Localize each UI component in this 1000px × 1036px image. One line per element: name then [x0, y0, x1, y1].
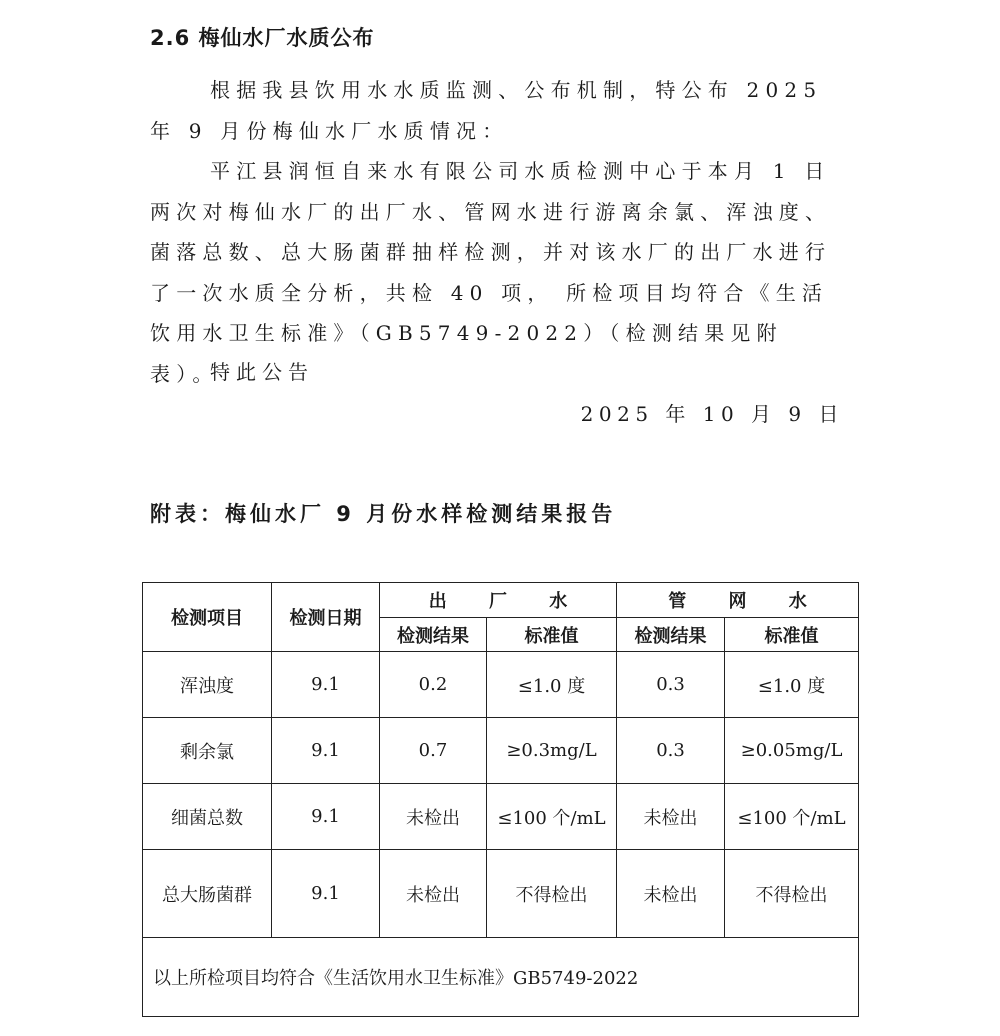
cell-date: 9.1: [272, 784, 380, 850]
table-header-row: [143, 583, 859, 618]
cell-date: 9.1: [272, 850, 380, 938]
cell-network-standard: ≤1.0 度: [725, 652, 859, 718]
cell-outlet-standard: ≤1.0 度: [487, 652, 617, 718]
cell-outlet-standard: 不得检出: [487, 850, 617, 938]
cell-network-result: 未检出: [617, 784, 725, 850]
table-row: [143, 784, 859, 850]
cell-outlet-standard: ≥0.3mg/L: [487, 718, 617, 784]
header-network-standard: 标准值: [725, 618, 859, 652]
header-outlet-standard: 标准值: [487, 618, 617, 652]
header-network-water: 管 网 水: [617, 583, 859, 618]
table-note-row: [143, 938, 859, 1017]
intro-paragraph: 根据我县饮用水水质监测、公布机制，特公布 2025 年 9 月份梅仙水厂水质情况：: [150, 78, 823, 143]
cell-network-result: 0.3: [617, 652, 725, 718]
cell-network-standard: 不得检出: [725, 850, 859, 938]
cell-network-result: 未检出: [617, 850, 725, 938]
cell-date: 9.1: [272, 718, 380, 784]
cell-item: 总大肠菌群: [143, 850, 272, 938]
table-row: [143, 850, 859, 938]
table-row: [143, 718, 859, 784]
header-date: 检测日期: [272, 583, 380, 652]
cell-outlet-result: 0.7: [380, 718, 487, 784]
header-network-result: 检测结果: [617, 618, 725, 652]
cell-item: 剩余氯: [143, 718, 272, 784]
cell-item: 细菌总数: [143, 784, 272, 850]
header-item: 检测项目: [143, 583, 272, 652]
cell-outlet-result: 未检出: [380, 784, 487, 850]
announcement-date: 2025 年 10 月 9 日: [580, 402, 844, 426]
cell-item: 浑浊度: [143, 652, 272, 718]
body-paragraph: 平江县润恒自来水有限公司水质检测中心于本月 1 日两次对梅仙水厂的出厂水、管网水进行游离余氯、浑浊度、菌落总数、总大肠菌群抽样检测，并对该水厂的出厂水进行了一次水质全分析，共检 40 项， 所检项目均符合《生活饮用水卫生标准》（GB5749-2022）（检测结果见附表）。: [150, 159, 832, 386]
cell-network-standard: ≥0.05mg/L: [725, 718, 859, 784]
cell-outlet-standard: ≤100 个/mL: [487, 784, 617, 850]
table-note: 以上所检项目均符合《生活饮用水卫生标准》GB5749-2022: [143, 938, 859, 1017]
cell-outlet-result: 0.2: [380, 652, 487, 718]
table-title: 附表：梅仙水厂 9 月份水样检测结果报告: [150, 502, 617, 526]
cell-date: 9.1: [272, 652, 380, 718]
section-title: 2.6 梅仙水厂水质公布: [150, 26, 375, 50]
cell-outlet-result: 未检出: [380, 850, 487, 938]
header-outlet-result: 检测结果: [380, 618, 487, 652]
cell-network-standard: ≤100 个/mL: [725, 784, 859, 850]
header-outlet-water: 出 厂 水: [380, 583, 617, 618]
results-table: [142, 582, 859, 1017]
cell-network-result: 0.3: [617, 718, 725, 784]
closing-text: 特此公告: [210, 360, 314, 384]
table-row: [143, 652, 859, 718]
